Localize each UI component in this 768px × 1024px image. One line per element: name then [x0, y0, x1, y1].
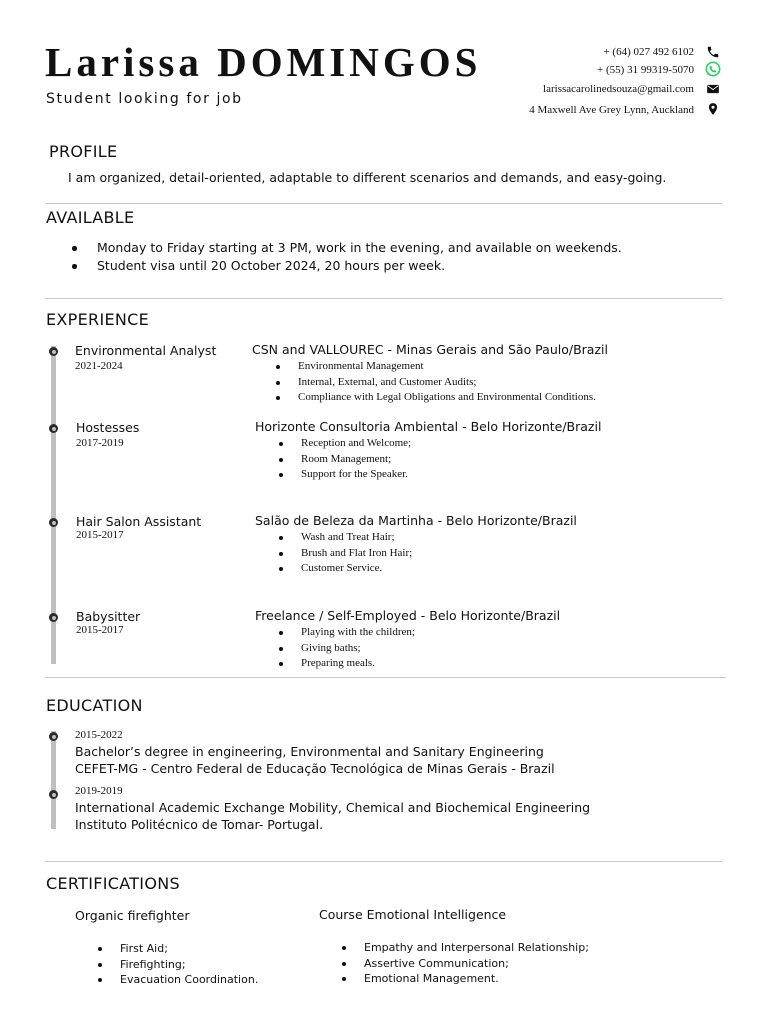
section-divider: [45, 298, 722, 299]
list-item: Preparing meals.: [277, 656, 415, 672]
available-list: [68, 239, 622, 275]
timeline-dot: [49, 424, 58, 433]
list-item: Environmental Management: [274, 359, 596, 375]
certification-title: Organic firefighter: [75, 908, 190, 923]
profile-heading: PROFILE: [49, 142, 118, 161]
education-school: CEFET-MG - Centro Federal de Educação Tecnológica de Minas Gerais - Brazil: [75, 761, 555, 776]
profile-text: I am organized, detail-oriented, adaptable to different scenarios and demands, and easy-going.: [68, 170, 667, 185]
timeline-bar: [51, 731, 56, 829]
timeline-dot: [49, 613, 58, 622]
education-school: Instituto Politécnico de Tomar- Portugal.: [75, 817, 324, 832]
list-item: Customer Service.: [277, 561, 412, 577]
certification-title: Course Emotional Intelligence: [319, 907, 507, 922]
section-divider: [45, 861, 722, 862]
education-degree: Bachelor’s degree in engineering, Environmental and Sanitary Engineering: [75, 744, 544, 759]
list-item: Emotional Management.: [340, 971, 589, 987]
experience-tasks: [277, 530, 412, 577]
available-heading: AVAILABLE: [46, 208, 135, 227]
map-pin-icon: [706, 101, 720, 117]
timeline-dot: [49, 732, 58, 741]
list-item: Giving baths;: [277, 641, 415, 657]
list-item: First Aid;: [96, 941, 258, 957]
education-heading: EDUCATION: [46, 696, 143, 715]
experience-heading: EXPERIENCE: [46, 310, 150, 329]
experience-tasks: [277, 625, 415, 672]
education-years: 2015-2022: [75, 729, 123, 741]
experience-company: Freelance / Self-Employed - Belo Horizonte/Brazil: [255, 608, 561, 623]
list-item: Monday to Friday starting at 3 PM, work in the evening, and available on weekends.: [68, 239, 622, 257]
section-divider: [45, 677, 726, 678]
experience-years: 2021-2024: [75, 360, 123, 372]
certifications-heading: CERTIFICATIONS: [46, 874, 180, 893]
list-item: Firefighting;: [96, 957, 258, 973]
list-item: Empathy and Interpersonal Relationship;: [340, 940, 589, 956]
list-item: Brush and Flat Iron Hair;: [277, 546, 412, 562]
contact-whatsapp: + (55) 31 99319-5070: [597, 64, 694, 76]
list-item: Support for the Speaker.: [277, 467, 411, 483]
contact-address: 4 Maxwell Ave Grey Lynn, Auckland: [529, 104, 694, 116]
list-item: Wash and Treat Hair;: [277, 530, 412, 546]
experience-years: 2017-2019: [76, 437, 124, 449]
contact-email: larissacarolinedsouza@gmail.com: [543, 83, 694, 95]
list-item: Compliance with Legal Obligations and Environmental Conditions.: [274, 390, 596, 406]
list-item: Student visa until 20 October 2024, 20 hours per week.: [68, 257, 622, 275]
timeline-dot: [49, 518, 58, 527]
timeline-dot: [49, 790, 58, 799]
timeline-dot: [49, 347, 58, 356]
envelope-icon: [706, 82, 720, 96]
education-degree: International Academic Exchange Mobility, Chemical and Biochemical Engineering: [75, 800, 591, 815]
list-item: Evacuation Coordination.: [96, 972, 258, 988]
experience-company: Salão de Beleza da Martinha - Belo Horizonte/Brazil: [255, 513, 577, 528]
contact-phone: + (64) 027 492 6102: [603, 46, 694, 58]
certification-points: [340, 940, 589, 987]
experience-tasks: [274, 359, 596, 406]
experience-tasks: [277, 436, 411, 483]
list-item: Reception and Welcome;: [277, 436, 411, 452]
experience-company: CSN and VALLOUREC - Minas Gerais and São Paulo/Brazil: [252, 342, 608, 357]
list-item: Internal, External, and Customer Audits;: [274, 375, 596, 391]
phone-icon: [706, 45, 720, 59]
experience-role: Environmental Analyst: [75, 343, 217, 358]
list-item: Playing with the children;: [277, 625, 415, 641]
experience-company: Horizonte Consultoria Ambiental - Belo Horizonte/Brazil: [255, 419, 602, 434]
experience-role: Hostesses: [76, 420, 140, 435]
education-years: 2019-2019: [75, 785, 123, 797]
section-divider: [45, 203, 722, 204]
experience-role: Hair Salon Assistant: [76, 514, 202, 529]
whatsapp-icon: [705, 61, 721, 77]
list-item: Room Management;: [277, 452, 411, 468]
list-item: Assertive Communication;: [340, 956, 589, 972]
experience-years: 2015-2017: [76, 529, 124, 541]
experience-role: Babysitter: [76, 609, 141, 624]
candidate-subtitle: Student looking for job: [46, 91, 243, 107]
experience-years: 2015-2017: [76, 624, 124, 636]
candidate-name: Larissa DOMINGOS: [45, 39, 482, 85]
certification-points: [96, 941, 258, 988]
